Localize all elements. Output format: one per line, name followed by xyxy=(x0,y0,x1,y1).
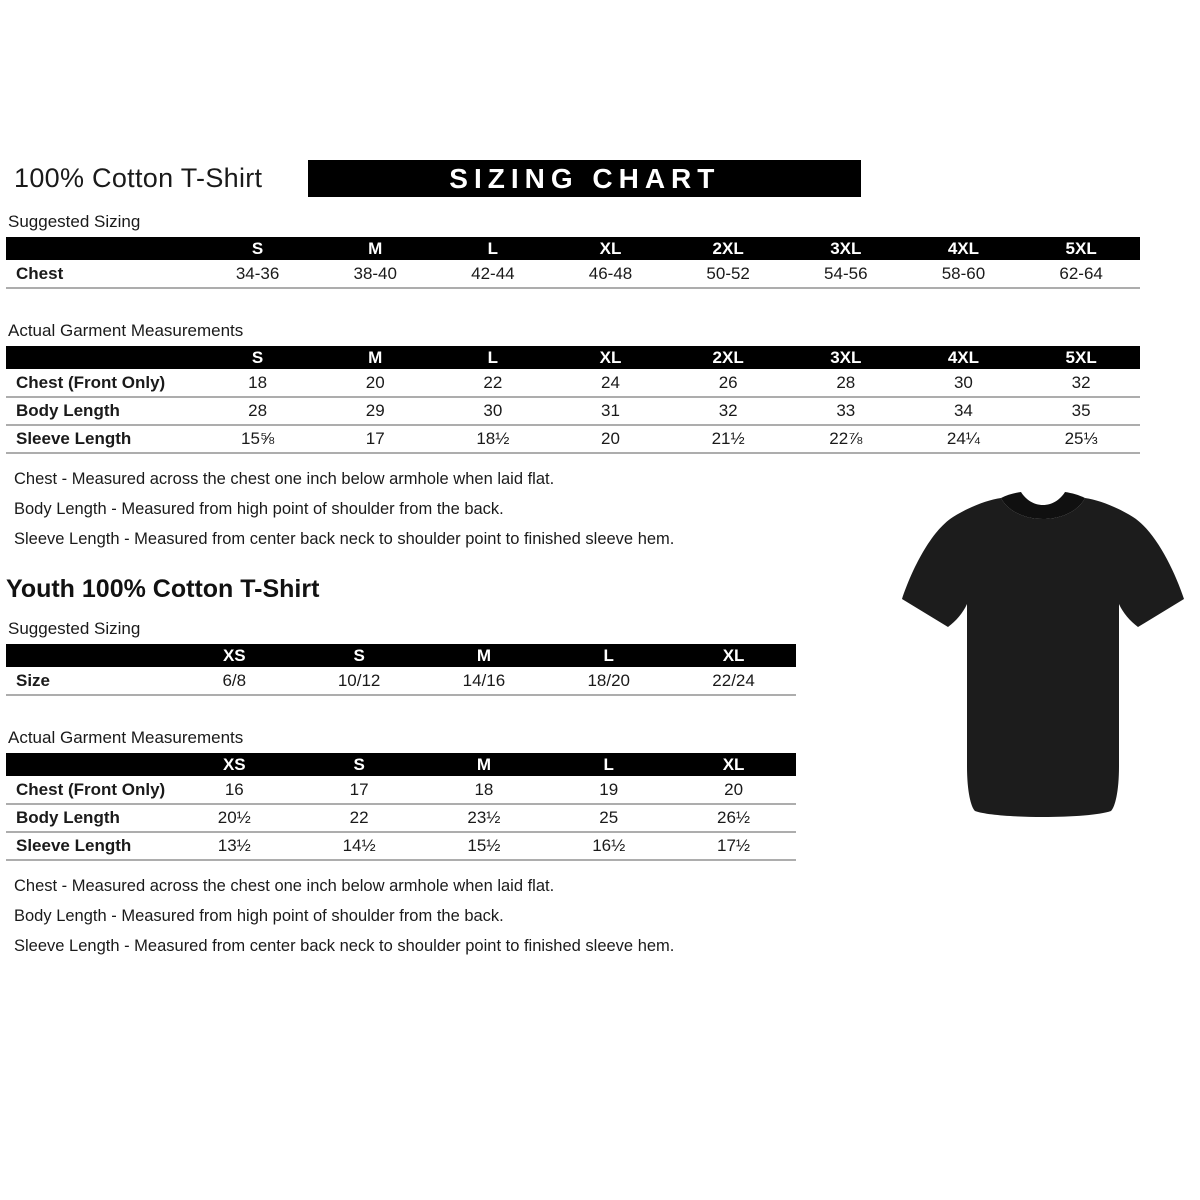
value-cell: 34 xyxy=(905,397,1023,425)
column-header: S xyxy=(297,644,422,667)
value-cell: 14/16 xyxy=(422,667,547,695)
table-row xyxy=(6,667,796,695)
note-line: Chest - Measured across the chest one inch below armhole when laid flat. xyxy=(14,877,555,895)
value-cell: 20½ xyxy=(172,804,297,832)
value-cell: 25 xyxy=(546,804,671,832)
youth-actual-measurements-label: Actual Garment Measurements xyxy=(8,728,244,747)
column-header: 3XL xyxy=(787,346,905,369)
value-cell: 15⅝ xyxy=(199,425,317,453)
column-header: S xyxy=(199,237,317,260)
table-row xyxy=(6,369,1140,397)
row-label: Sleeve Length xyxy=(6,832,172,860)
header-row xyxy=(6,753,796,776)
value-cell: 62-64 xyxy=(1022,260,1140,288)
column-header: S xyxy=(297,753,422,776)
value-cell: 28 xyxy=(199,397,317,425)
tshirt-image xyxy=(893,476,1193,836)
column-header: 4XL xyxy=(905,346,1023,369)
corner-cell xyxy=(6,237,199,260)
column-header: S xyxy=(199,346,317,369)
column-header: L xyxy=(434,237,552,260)
tshirt-body-shape xyxy=(902,498,1184,817)
column-header: XL xyxy=(671,753,796,776)
value-cell: 54-56 xyxy=(787,260,905,288)
value-cell: 23½ xyxy=(422,804,547,832)
column-header: L xyxy=(546,753,671,776)
youth-suggested-sizing-label: Suggested Sizing xyxy=(8,619,141,638)
value-cell: 13½ xyxy=(172,832,297,860)
corner-cell xyxy=(6,346,199,369)
value-cell: 46-48 xyxy=(552,260,670,288)
value-cell: 14½ xyxy=(297,832,422,860)
header-row xyxy=(6,237,1140,260)
note-line: Body Length - Measured from high point of shoulder from the back. xyxy=(14,500,504,518)
column-header: 2XL xyxy=(669,237,787,260)
value-cell: 26 xyxy=(669,369,787,397)
value-cell: 24¼ xyxy=(905,425,1023,453)
column-header: M xyxy=(316,237,434,260)
value-cell: 30 xyxy=(434,397,552,425)
value-cell: 42-44 xyxy=(434,260,552,288)
table-row xyxy=(6,425,1140,453)
table-row xyxy=(6,397,1140,425)
row-label: Body Length xyxy=(6,804,172,832)
table-row xyxy=(6,776,796,804)
value-cell: 34-36 xyxy=(199,260,317,288)
youth-actual-measurements-table xyxy=(6,753,796,861)
row-label: Chest (Front Only) xyxy=(6,776,172,804)
value-cell: 15½ xyxy=(422,832,547,860)
adult-suggested-sizing-table xyxy=(6,237,1140,289)
value-cell: 18 xyxy=(422,776,547,804)
value-cell: 19 xyxy=(546,776,671,804)
column-header: 5XL xyxy=(1022,237,1140,260)
value-cell: 32 xyxy=(669,397,787,425)
column-header: 4XL xyxy=(905,237,1023,260)
column-header: M xyxy=(316,346,434,369)
adult-actual-measurements-label: Actual Garment Measurements xyxy=(8,321,244,340)
column-header: L xyxy=(434,346,552,369)
column-header: 3XL xyxy=(787,237,905,260)
value-cell: 31 xyxy=(552,397,670,425)
column-header: M xyxy=(422,644,547,667)
value-cell: 18/20 xyxy=(546,667,671,695)
row-label: Body Length xyxy=(6,397,199,425)
tshirt-graphic xyxy=(893,476,1193,836)
value-cell: 58-60 xyxy=(905,260,1023,288)
page-title: 100% Cotton T-Shirt xyxy=(14,163,263,193)
value-cell: 38-40 xyxy=(316,260,434,288)
row-label: Size xyxy=(6,667,172,695)
sizing-chart-banner: SIZING CHART xyxy=(308,160,861,197)
value-cell: 18½ xyxy=(434,425,552,453)
column-header: XL xyxy=(552,346,670,369)
column-header: 5XL xyxy=(1022,346,1140,369)
value-cell: 10/12 xyxy=(297,667,422,695)
value-cell: 29 xyxy=(316,397,434,425)
column-header: XS xyxy=(172,644,297,667)
adult-actual-measurements-table xyxy=(6,346,1140,454)
table-row xyxy=(6,260,1140,288)
note-line: Sleeve Length - Measured from center back neck to shoulder point to finished sleeve hem. xyxy=(14,530,675,548)
value-cell: 20 xyxy=(671,776,796,804)
value-cell: 50-52 xyxy=(669,260,787,288)
value-cell: 21½ xyxy=(669,425,787,453)
value-cell: 24 xyxy=(552,369,670,397)
value-cell: 33 xyxy=(787,397,905,425)
header-row xyxy=(6,346,1140,369)
value-cell: 22 xyxy=(297,804,422,832)
column-header: XL xyxy=(671,644,796,667)
row-label: Sleeve Length xyxy=(6,425,199,453)
youth-section-title: Youth 100% Cotton T-Shirt xyxy=(6,575,320,603)
value-cell: 35 xyxy=(1022,397,1140,425)
column-header: XL xyxy=(552,237,670,260)
note-line: Sleeve Length - Measured from center back neck to shoulder point to finished sleeve hem. xyxy=(14,937,675,955)
value-cell: 22⅞ xyxy=(787,425,905,453)
table-row xyxy=(6,804,796,832)
value-cell: 17 xyxy=(297,776,422,804)
value-cell: 17½ xyxy=(671,832,796,860)
value-cell: 26½ xyxy=(671,804,796,832)
row-label: Chest xyxy=(6,260,199,288)
corner-cell xyxy=(6,753,172,776)
value-cell: 30 xyxy=(905,369,1023,397)
value-cell: 17 xyxy=(316,425,434,453)
value-cell: 20 xyxy=(552,425,670,453)
column-header: 2XL xyxy=(669,346,787,369)
corner-cell xyxy=(6,644,172,667)
value-cell: 25⅓ xyxy=(1022,425,1140,453)
column-header: L xyxy=(546,644,671,667)
note-line: Body Length - Measured from high point of shoulder from the back. xyxy=(14,907,504,925)
table-row xyxy=(6,832,796,860)
note-line: Chest - Measured across the chest one inch below armhole when laid flat. xyxy=(14,470,555,488)
value-cell: 28 xyxy=(787,369,905,397)
row-label: Chest (Front Only) xyxy=(6,369,199,397)
value-cell: 22 xyxy=(434,369,552,397)
column-header: XS xyxy=(172,753,297,776)
value-cell: 20 xyxy=(316,369,434,397)
adult-suggested-sizing-label: Suggested Sizing xyxy=(8,212,141,231)
youth-notes xyxy=(14,877,1200,956)
value-cell: 18 xyxy=(199,369,317,397)
value-cell: 6/8 xyxy=(172,667,297,695)
header-row xyxy=(6,644,796,667)
title-row xyxy=(14,160,1200,197)
column-header: M xyxy=(422,753,547,776)
value-cell: 32 xyxy=(1022,369,1140,397)
youth-suggested-sizing-table xyxy=(6,644,796,696)
value-cell: 16½ xyxy=(546,832,671,860)
value-cell: 16 xyxy=(172,776,297,804)
value-cell: 22/24 xyxy=(671,667,796,695)
